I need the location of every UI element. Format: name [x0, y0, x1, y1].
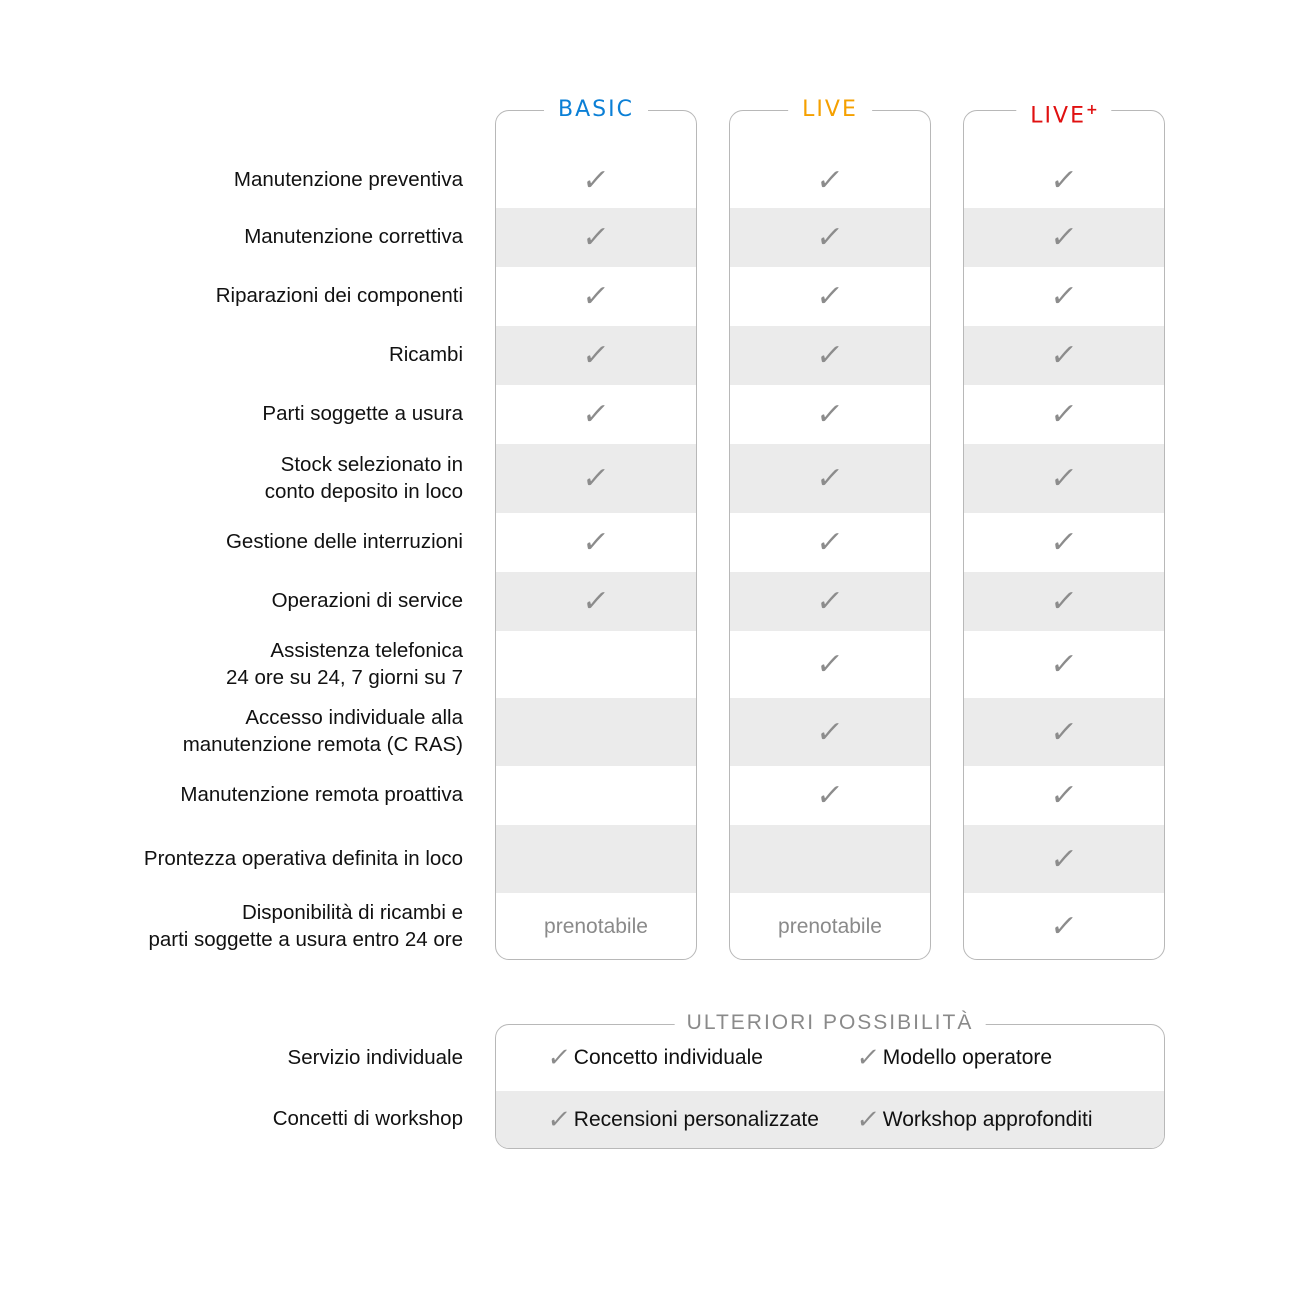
extras-label: [273, 1090, 463, 1147]
check-icon: ✓: [1048, 525, 1080, 560]
feature-cell: [730, 326, 930, 385]
feature-cell: [964, 572, 1164, 631]
feature-label-line: Accesso individuale alla: [245, 706, 463, 729]
feature-label-line: Manutenzione preventiva: [233, 168, 463, 191]
feature-cell: [496, 267, 696, 326]
check-icon: ✓: [1048, 163, 1080, 198]
feature-label-line: Ricambi: [388, 343, 463, 366]
feature-cell: [964, 153, 1164, 208]
check-icon: ✓: [814, 163, 846, 198]
check-icon: ✓: [1048, 647, 1080, 682]
check-icon: ✓: [814, 397, 846, 432]
feature-cell: [730, 444, 930, 513]
feature-cell: [496, 326, 696, 385]
feature-cell: [496, 444, 696, 513]
feature-label: [272, 571, 463, 630]
extras-item-text: Recensioni personalizzate: [573, 1107, 819, 1131]
extras-item: [854, 1091, 1093, 1148]
feature-cell: [964, 326, 1164, 385]
plan-title: [544, 94, 648, 126]
check-icon: ✓: [580, 338, 612, 373]
feature-label: [234, 152, 463, 207]
check-icon: ✓: [580, 525, 612, 560]
feature-cell: [964, 444, 1164, 513]
feature-cell: [964, 698, 1164, 766]
feature-label-line: manutenzione remota (C RAS): [182, 733, 463, 756]
check-icon: ✓: [814, 279, 846, 314]
feature-cell: [964, 766, 1164, 825]
check-icon: ✓: [1048, 461, 1080, 496]
feature-cell: [730, 385, 930, 444]
plan-name: BASIC: [558, 97, 634, 122]
feature-cell: [964, 513, 1164, 572]
feature-cell: [730, 631, 930, 698]
plan-name: LIVE: [1030, 103, 1086, 129]
feature-label-line: Prontezza operativa definita in loco: [143, 846, 463, 870]
extras-row: [496, 1091, 1164, 1148]
check-icon: ✓: [1048, 584, 1080, 619]
feature-cell: [730, 267, 930, 326]
check-icon: ✓: [580, 584, 612, 619]
extras-title: ULTERIORI POSSIBILITÀ: [675, 1008, 986, 1038]
feature-label-line: 24 ore su 24, 7 giorni su 7: [225, 665, 463, 689]
feature-cell: [964, 267, 1164, 326]
feature-label: [389, 325, 463, 384]
plan-name: LIVE: [802, 97, 858, 122]
feature-label-line: Assistenza telefonica: [270, 638, 463, 662]
feature-cell: [496, 698, 696, 766]
feature-cell: [496, 513, 696, 572]
check-icon: ✓: [1048, 279, 1080, 314]
feature-label-line: Gestione delle interruzioni: [225, 530, 463, 553]
feature-cell: [730, 513, 930, 572]
plan-column-2: [963, 110, 1165, 960]
feature-cell: [496, 385, 696, 444]
feature-cell: [496, 766, 696, 825]
extras-item-text: Modello operatore: [882, 1046, 1053, 1069]
feature-label-line: Manutenzione correttiva: [244, 225, 463, 248]
feature-label-line: parti soggette a usura entro 24 ore: [148, 927, 463, 951]
check-icon: ✓: [580, 220, 612, 255]
plan-title: [788, 94, 872, 126]
check-icon: ✓: [580, 163, 612, 198]
feature-label-line: Operazioni di service: [271, 589, 463, 612]
plan-column-1: [729, 110, 931, 960]
feature-cell: [730, 698, 930, 766]
extras-label-text: Servizio individuale: [287, 1045, 463, 1069]
cell-text: prenotabile: [778, 914, 882, 938]
feature-cell: [730, 208, 930, 267]
check-icon: ✓: [814, 584, 846, 619]
extras-label: [288, 1024, 463, 1090]
check-icon: ✓: [814, 461, 846, 496]
feature-label: [265, 443, 463, 512]
extras-label-text: Concetti di workshop: [272, 1107, 463, 1130]
check-icon: ✓: [580, 397, 612, 432]
feature-label-line: Manutenzione remota proattiva: [180, 783, 463, 806]
check-icon: ✓: [1048, 909, 1080, 944]
check-icon: ✓: [1048, 220, 1080, 255]
feature-cell: [730, 153, 930, 208]
check-icon: ✓: [854, 1104, 882, 1135]
check-icon: ✓: [545, 1104, 573, 1135]
feature-label: [216, 266, 463, 325]
check-icon: ✓: [1048, 338, 1080, 373]
check-icon: ✓: [1048, 778, 1080, 813]
check-icon: ✓: [814, 647, 846, 682]
feature-label: [226, 630, 463, 697]
feature-cell: [964, 893, 1164, 960]
check-icon: ✓: [814, 525, 846, 560]
check-icon: ✓: [580, 461, 612, 496]
feature-label-line: Disponibilità di ricambi e: [241, 900, 463, 924]
feature-label: [226, 512, 463, 571]
feature-label-line: Parti soggette a usura: [262, 402, 463, 425]
extras-item-text: Concetto individuale: [573, 1046, 763, 1069]
feature-label-line: Stock selezionato in: [280, 452, 463, 476]
feature-label: [144, 824, 463, 892]
check-icon: ✓: [814, 220, 846, 255]
feature-cell: [496, 572, 696, 631]
feature-cell: [730, 825, 930, 893]
feature-cell: [964, 385, 1164, 444]
check-icon: ✓: [545, 1043, 573, 1073]
feature-label: [244, 207, 463, 266]
feature-cell: [964, 208, 1164, 267]
extras-item: [545, 1091, 819, 1148]
extras-box: [495, 1024, 1165, 1149]
check-icon: ✓: [814, 778, 846, 813]
feature-cell: [964, 631, 1164, 698]
feature-label: [262, 384, 463, 443]
feature-cell: [730, 766, 930, 825]
feature-cell: [496, 825, 696, 893]
plan-column-0: [495, 110, 697, 960]
plan-title: [1016, 94, 1111, 129]
feature-cell: [496, 153, 696, 208]
feature-label: [183, 697, 463, 765]
check-icon: ✓: [1048, 397, 1080, 432]
feature-cell: [496, 631, 696, 698]
extras-item-text: Workshop approfonditi: [882, 1107, 1093, 1131]
plan-superscript: +: [1085, 102, 1098, 118]
feature-label: [180, 765, 463, 824]
feature-cell: [730, 572, 930, 631]
cell-text: prenotabile: [544, 914, 648, 938]
feature-cell: [496, 208, 696, 267]
feature-label-line: Riparazioni dei componenti: [215, 284, 463, 307]
check-icon: ✓: [814, 338, 846, 373]
check-icon: ✓: [854, 1043, 882, 1073]
check-icon: ✓: [580, 279, 612, 314]
check-icon: ✓: [814, 714, 846, 750]
feature-cell: [964, 825, 1164, 893]
feature-cell: [730, 893, 930, 960]
check-icon: ✓: [1048, 714, 1080, 750]
feature-label-line: conto deposito in loco: [264, 479, 463, 503]
feature-cell: [496, 893, 696, 960]
check-icon: ✓: [1048, 841, 1080, 877]
feature-label: [148, 892, 463, 959]
